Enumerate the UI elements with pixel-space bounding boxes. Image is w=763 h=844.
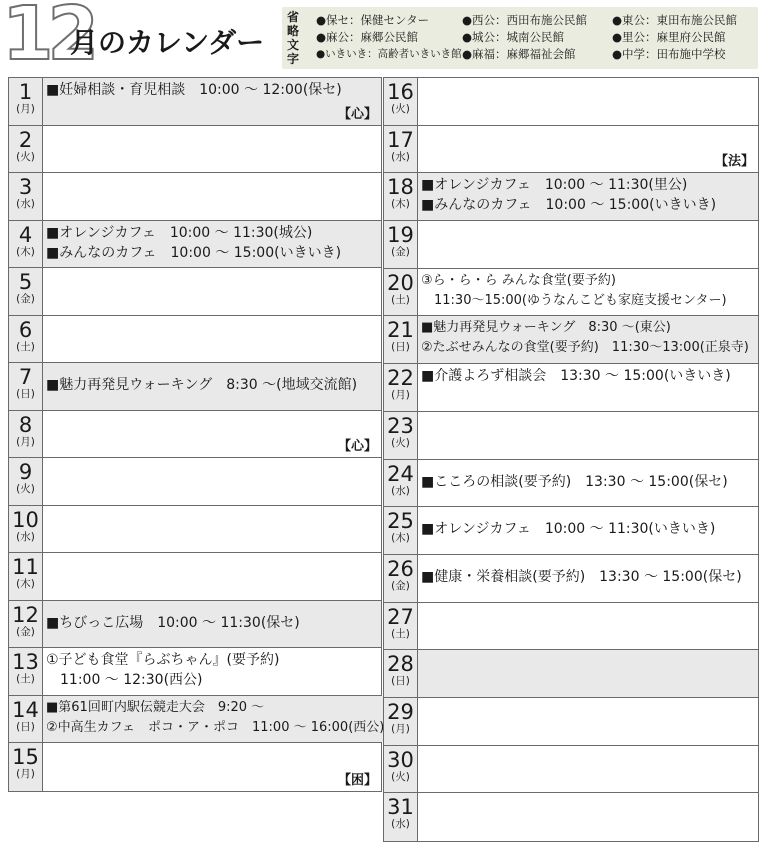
day-weekday: (火) [391,436,410,449]
day-weekday: (木) [391,198,410,211]
day-row [384,698,758,746]
event-item: ①子ども食堂『らぶちゃん』(要予約) [46,652,280,668]
day-row [9,601,381,649]
day-events [418,173,758,220]
day-events [43,696,387,743]
event-item: ■妊婦相談・育児相談 10:00 ～ 12:00(保セ) [46,82,342,98]
day-row [9,696,385,744]
day-label [9,411,43,458]
event-item: 11:30～15:00(ゆうなんこども家庭支援センター) [421,292,727,308]
day-events [43,126,381,173]
day-number: 31 [387,795,414,820]
consultation-tag: 【困】 [337,772,377,788]
event-item: ■オレンジカフェ 10:00 ～ 11:30(城公) [46,224,313,241]
event-item: 11:00 ～ 12:30(西公) [46,672,203,688]
day-number: 19 [387,223,414,248]
day-number: 20 [387,270,414,295]
event-item: ■第61回町内駅伝競走大会 9:20 ～ [46,699,265,715]
day-row [384,316,758,364]
day-number: 13 [12,650,39,674]
day-label [9,696,43,743]
day-weekday: (土) [391,627,410,640]
legend-item: ●いきいき：高齢者いきいき館 [316,48,462,60]
event-item: ②中高生カフェ ポコ・ア・ポコ 11:00 ～ 16:00(西公) [46,719,385,735]
legend-item: ●西公：西田布施公民館 [462,13,588,27]
day-events [418,746,758,793]
day-events [418,793,758,841]
day-label [384,507,418,554]
day-events [43,411,381,458]
day-events [43,458,381,505]
day-weekday: (木) [391,532,410,545]
day-number: 10 [12,507,39,532]
day-row [9,221,381,269]
day-weekday: (日) [16,388,35,400]
day-weekday: (火) [391,103,410,115]
event-item: ■みんなのカフェ 10:00 ～ 15:00(いきいき) [46,244,342,261]
day-label [9,458,43,505]
day-row [384,173,758,221]
day-number: 3 [18,175,33,199]
legend-item: ●里公：麻里府公民館 [612,30,726,44]
day-events [43,553,381,600]
event-item: ■魅力再発見ウォーキング 8:30 ～(地域交流館) [46,377,358,393]
day-row [9,743,381,791]
day-row [9,316,381,364]
legend-grid [316,13,756,62]
day-label [9,268,43,315]
day-events [418,78,758,125]
day-events [418,555,758,602]
day-weekday: (火) [391,770,410,783]
event-item: ■介護よろず相談会 13:30 ～ 15:00(いきいき) [421,368,731,385]
day-number: 12 [12,602,39,627]
day-number: 11 [12,555,39,579]
day-weekday: (月) [16,768,35,780]
day-row [9,553,381,601]
day-number: 5 [18,270,33,294]
day-number: 22 [387,366,414,391]
day-events [418,126,758,173]
day-weekday: (日) [16,720,35,733]
day-weekday: (月) [391,722,410,735]
day-events [418,412,758,459]
day-weekday: (日) [391,341,410,354]
day-row [384,460,758,508]
calendar-column-right [383,77,759,842]
day-label [384,316,418,363]
day-row [384,746,758,794]
day-label [384,746,418,793]
day-number: 30 [387,747,414,772]
day-events [418,269,758,316]
day-number: 24 [387,461,414,486]
day-row [9,506,381,554]
day-row [384,126,758,174]
day-row [384,412,758,460]
day-row [9,363,381,411]
day-number: 9 [18,460,33,484]
day-events [43,173,381,220]
consultation-tag: 【心】 [337,439,377,454]
day-label [384,555,418,602]
day-row [384,221,758,269]
day-number: 2 [18,127,33,152]
day-events [418,507,758,554]
calendar-title: 月のカレンダー [70,26,265,59]
day-events [43,648,381,695]
day-row [9,458,381,506]
calendar-header [0,0,763,77]
day-number: 21 [387,318,414,343]
day-weekday: (水) [16,198,35,210]
day-row [384,364,758,412]
legend-item: ●麻福：麻郷福祉会館 [462,47,576,61]
day-row [384,793,758,841]
day-weekday: (木) [16,578,35,590]
day-label [384,603,418,650]
day-label [9,648,43,695]
day-number: 29 [387,699,414,724]
day-number: 17 [387,127,414,152]
day-label [384,78,418,125]
day-weekday: (木) [16,245,35,258]
legend-title: 省 略 文 字 [286,10,299,66]
day-weekday: (水) [391,150,410,163]
day-number: 8 [18,412,33,437]
day-events [43,601,381,648]
day-events [418,698,758,745]
day-label [9,743,43,791]
day-weekday: (月) [391,389,410,402]
day-weekday: (月) [16,103,35,115]
day-row [9,648,381,696]
day-number: 27 [387,604,414,629]
day-label [384,221,418,268]
day-events [43,316,381,363]
day-number: 26 [387,556,414,581]
day-label [9,553,43,600]
day-row [9,78,381,126]
event-item: ■オレンジカフェ 10:00 ～ 11:30(いきいき) [421,521,716,538]
day-weekday: (金) [391,579,410,592]
legend-item: ●麻公：麻郷公民館 [316,30,419,44]
day-number: 1 [18,80,33,104]
day-weekday: (火) [16,150,35,163]
day-number: 15 [12,745,39,769]
day-weekday: (火) [16,483,35,495]
day-events [418,603,758,650]
event-item: ③ら・ら・ら みんな食堂(要予約) [421,272,616,288]
day-weekday: (水) [391,818,410,831]
day-weekday: (金) [16,293,35,305]
day-number: 4 [18,222,33,247]
event-item: ②たぶせみんなの食堂(要予約) 11:30～13:00(正泉寺) [421,340,749,356]
day-events [418,364,758,411]
day-events [418,316,758,363]
day-number: 6 [18,317,33,342]
day-row [384,507,758,555]
day-row [384,269,758,317]
day-weekday: (土) [16,673,35,685]
day-label [9,78,43,125]
event-item: ■オレンジカフェ 10:00 ～ 11:30(里公) [421,177,688,194]
month-number: 12 [2,0,93,77]
day-events [43,363,381,410]
day-row [9,173,381,221]
day-number: 7 [18,365,33,389]
day-events [43,78,381,125]
day-events [418,460,758,507]
day-row [9,411,381,459]
day-label [9,363,43,410]
event-item: ■健康・栄養相談(要予約) 13:30 ～ 15:00(保セ) [421,568,742,585]
day-number: 16 [387,80,414,104]
day-label [9,506,43,553]
day-label [384,650,418,697]
day-events [418,221,758,268]
event-item: ■みんなのカフェ 10:00 ～ 15:00(いきいき) [421,197,717,214]
day-number: 23 [387,413,414,438]
legend-item: ●東公：東田布施公民館 [612,13,738,27]
event-item: ■ちびっこ広場 10:00 ～ 11:30(保セ) [46,614,300,631]
abbreviation-legend [282,7,758,69]
day-label [384,364,418,411]
consultation-tag: 【法】 [714,154,754,170]
day-weekday: (土) [391,293,410,306]
day-weekday: (土) [16,340,35,353]
day-events [43,506,381,553]
day-label [384,412,418,459]
day-label [9,126,43,173]
day-row [9,126,381,174]
day-label [9,601,43,648]
day-label [384,460,418,507]
calendar-column-left [8,77,385,792]
day-row [384,78,758,126]
day-label [384,698,418,745]
event-item: ■魅力再発見ウォーキング 8:30 ～(東公) [421,320,671,336]
day-row [384,650,758,698]
day-label [9,173,43,220]
legend-item: ●中学：田布施中学校 [612,47,726,61]
day-label [384,126,418,173]
day-number: 14 [12,697,39,722]
day-label [9,221,43,268]
day-row [384,603,758,651]
day-label [384,173,418,220]
consultation-tag: 【心】 [337,106,377,122]
day-weekday: (水) [16,530,35,543]
day-weekday: (金) [391,246,410,259]
day-row [384,555,758,603]
day-number: 18 [387,175,414,200]
day-events [43,221,381,268]
day-weekday: (金) [16,625,35,638]
day-events [418,650,758,697]
day-row [9,268,381,316]
day-label [384,793,418,841]
event-item: ■こころの相談(要予約) 13:30 ～ 15:00(保セ) [421,473,728,490]
day-weekday: (水) [391,484,410,497]
day-number: 28 [387,652,414,677]
legend-item: ●保セ：保健センター [316,13,430,27]
day-label [384,269,418,316]
legend-item: ●城公：城南公民館 [462,30,565,44]
day-label [9,316,43,363]
day-weekday: (月) [16,435,35,448]
day-events [43,268,381,315]
day-weekday: (日) [391,675,410,688]
day-events [43,743,381,791]
day-number: 25 [387,509,414,534]
